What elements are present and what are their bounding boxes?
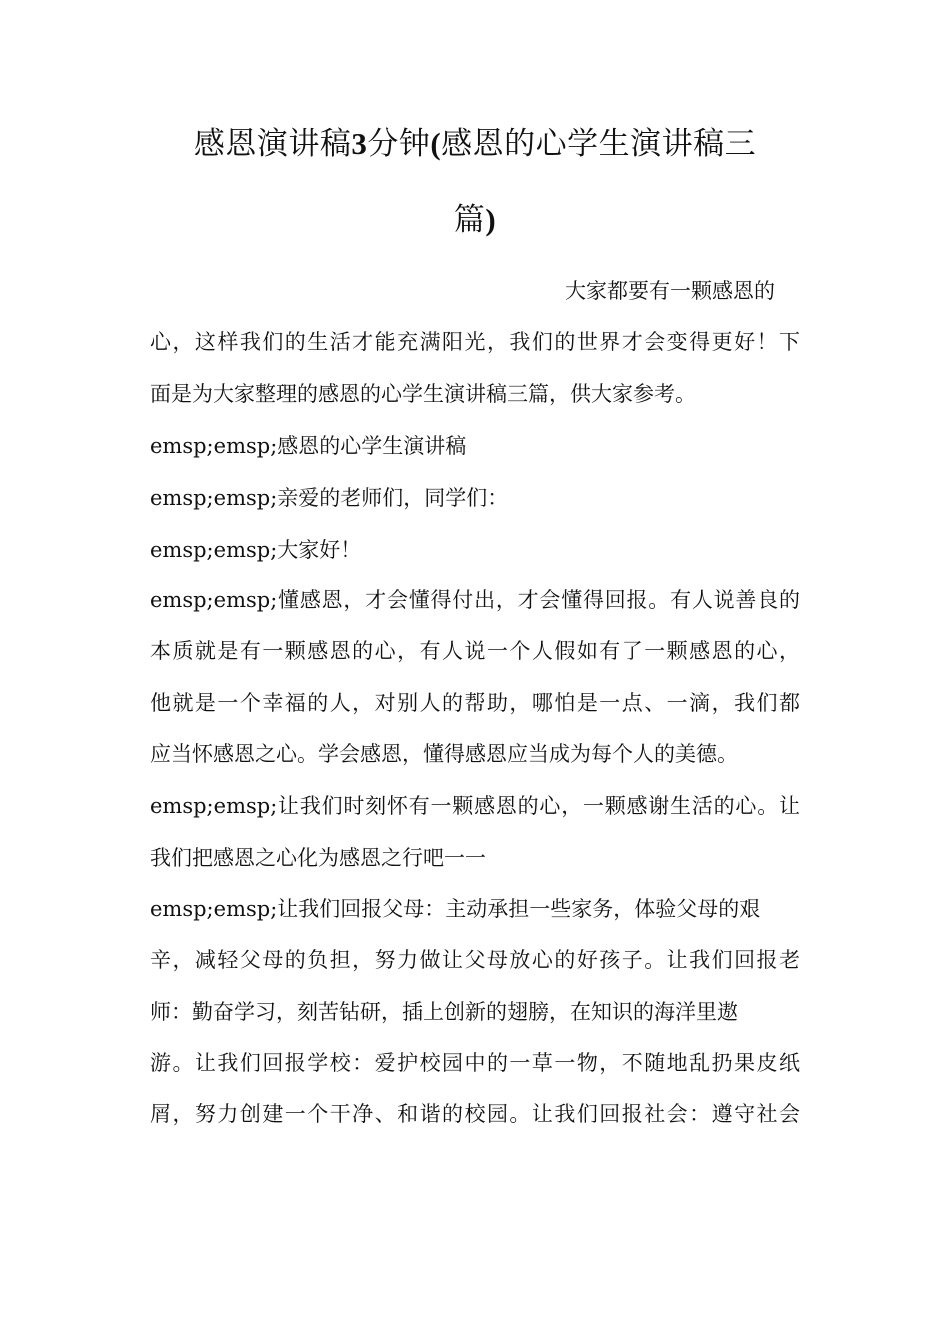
body-line-2: 心，这样我们的生活才能充满阳光，我们的世界才会变得更好！下 xyxy=(150,330,800,354)
title-text-b: 3 xyxy=(351,126,368,161)
document-title-line-2 xyxy=(0,200,950,240)
title-text-g: ) xyxy=(485,202,497,237)
body-line-6: emsp;emsp;大家好！ xyxy=(150,538,362,562)
title-text-d: ( xyxy=(430,126,442,161)
title-text-f: 篇 xyxy=(453,202,486,238)
body-line-9: 他就是一个幸福的人，对别人的帮助，哪怕是一点、一滴，我们都 xyxy=(150,691,800,715)
body-line-13: emsp;emsp;让我们回报父母：主动承担一些家务，体验父母的艰 xyxy=(150,897,761,921)
body-line-17: 屑，努力创建一个干净、和谐的校园。让我们回报社会：遵守社会 xyxy=(150,1102,800,1126)
document-title-line-1 xyxy=(0,124,950,164)
body-line-10: 应当怀感恩之心。学会感恩，懂得感恩应当成为每个人的美德。 xyxy=(150,742,738,766)
body-line-4: emsp;emsp;感恩的心学生演讲稿 xyxy=(150,434,467,458)
body-line-7: emsp;emsp;懂感恩，才会懂得付出，才会懂得回报。有人说善良的 xyxy=(150,588,800,612)
body-line-16: 游。让我们回报学校：爱护校园中的一草一物，不随地乱扔果皮纸 xyxy=(150,1051,800,1075)
body-line-3: 面是为大家整理的感恩的心学生演讲稿三篇，供大家参考。 xyxy=(150,382,696,406)
title-text-c: 分钟 xyxy=(367,126,431,162)
title-text-a: 感恩演讲稿 xyxy=(193,126,352,162)
body-line-15: 师：勤奋学习，刻苦钻研，插上创新的翅膀，在知识的海洋里遨 xyxy=(150,1000,738,1024)
body-line-11: emsp;emsp;让我们时刻怀有一颗感恩的心，一颗感谢生活的心。让 xyxy=(150,794,800,818)
body-line-8: 本质就是有一颗感恩的心，有人说一个人假如有了一颗感恩的心， xyxy=(150,639,800,663)
body-line-1: 大家都要有一颗感恩的 xyxy=(565,279,775,303)
body-line-5: emsp;emsp;亲爱的老师们，同学们： xyxy=(150,486,509,510)
body-line-12: 我们把感恩之心化为感恩之行吧一一 xyxy=(150,846,486,870)
body-line-14: 辛，减轻父母的负担，努力做让父母放心的好孩子。让我们回报老 xyxy=(150,948,800,972)
title-text-e: 感恩的心学生演讲稿三 xyxy=(441,126,757,162)
